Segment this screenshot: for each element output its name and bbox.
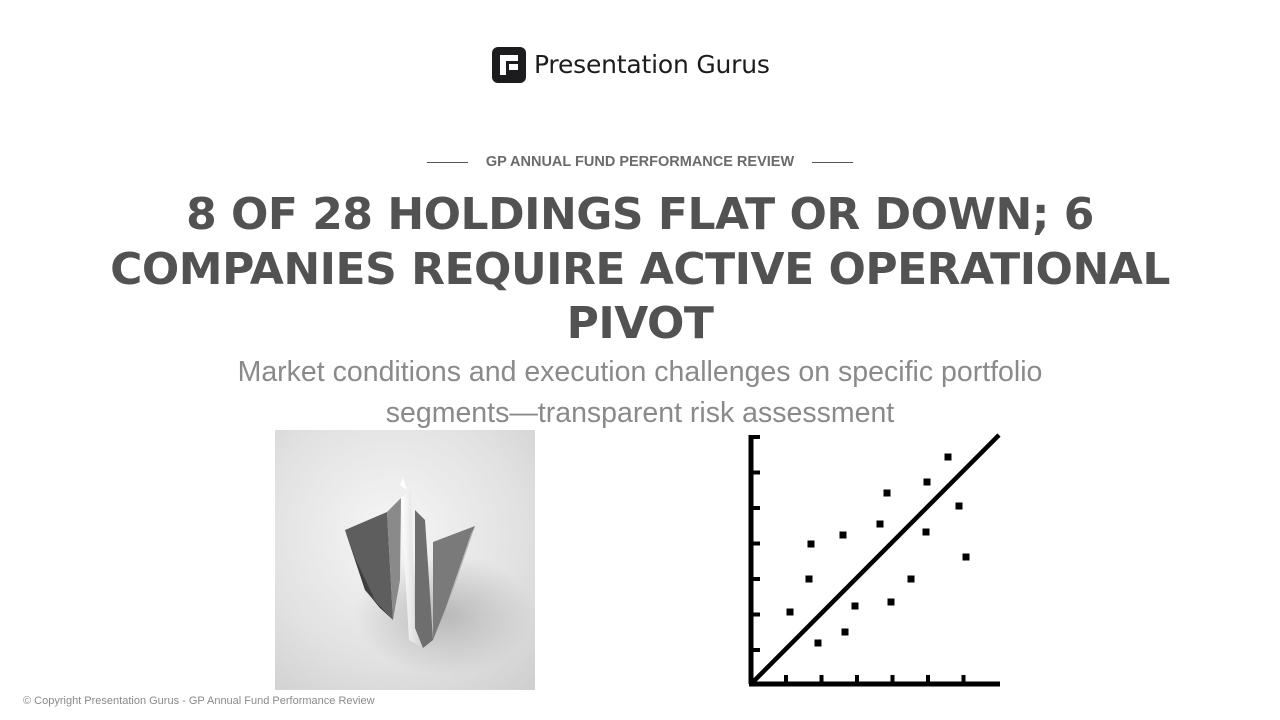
icon-scatter-dot (787, 609, 794, 616)
brand-logo (492, 47, 770, 83)
icon-scatter-dot (877, 521, 884, 528)
icon-scatter-dot (923, 529, 930, 536)
eyebrow-rule-right (812, 162, 853, 163)
icon-scatter-dot (884, 490, 891, 497)
icon-scatter-dot (908, 576, 915, 583)
abstract-faceted-shape-image (275, 430, 535, 690)
scatter-plot-trendline-icon (740, 425, 1010, 695)
eyebrow-rule-left (427, 162, 468, 163)
slide-headline: 8 OF 28 HOLDINGS FLAT OR DOWN; 6 COMPANIES REQUIRE ACTIVE OPERATIONAL PIVOT (110, 189, 1170, 349)
icon-scatter-dot (806, 576, 813, 583)
icon-scatter-dot (808, 541, 815, 548)
icon-scatter-dot (945, 454, 952, 461)
slide-subtitle: Market conditions and execution challenges on specific portfolio segments—transparent risk assessment (237, 356, 1043, 429)
icon-scatter-dot (815, 640, 822, 647)
icon-scatter-dot (840, 532, 847, 539)
icon-scatter-dot (924, 479, 931, 486)
brand-name: Presentation Gurus (534, 50, 770, 79)
presentation-gurus-logo-icon (492, 47, 526, 83)
icon-scatter-dot (956, 503, 963, 510)
icon-scatter-dot (963, 554, 970, 561)
icon-scatter-dot (888, 599, 895, 606)
eyebrow (0, 152, 1280, 172)
eyebrow-label: GP ANNUAL FUND PERFORMANCE REVIEW (485, 154, 795, 170)
icon-scatter-dot (852, 603, 859, 610)
icon-scatter-dot (842, 629, 849, 636)
icon-trendline (751, 435, 999, 684)
footer-copyright: © Copyright Presentation Gurus - GP Annual Fund Performance Review (23, 695, 375, 707)
